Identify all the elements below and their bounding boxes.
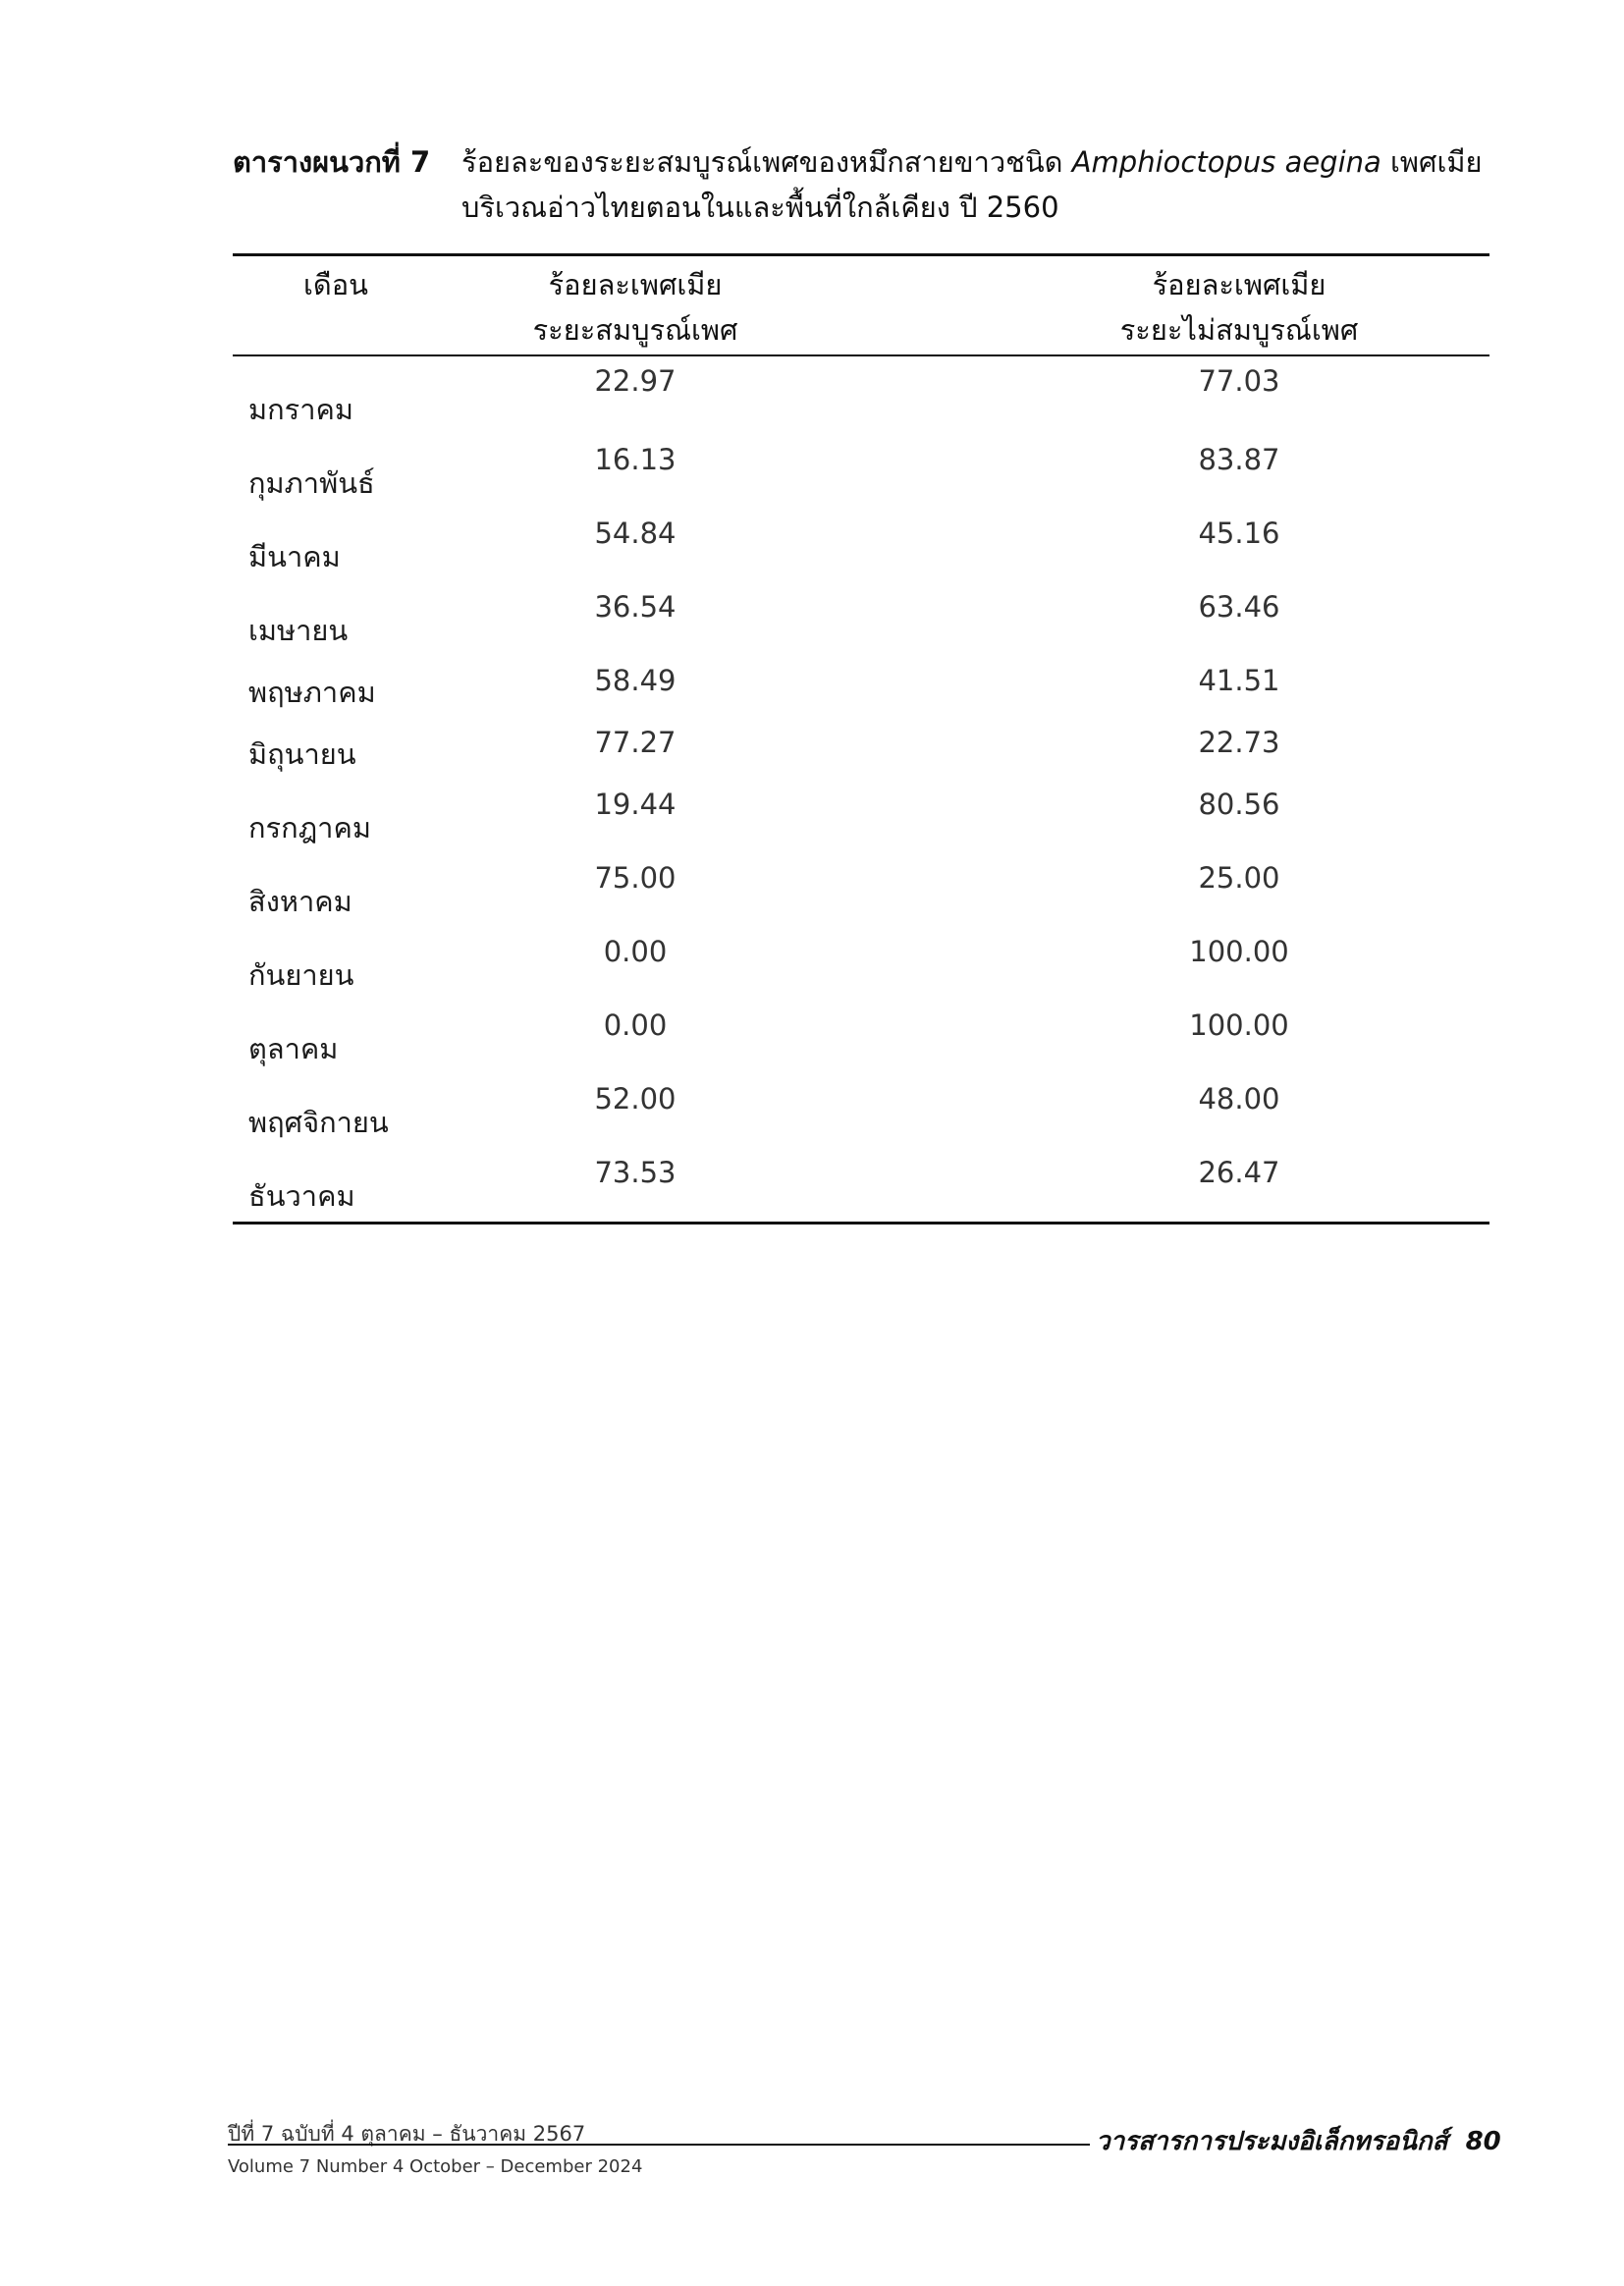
immature-cell: 80.56 (1198, 788, 1280, 821)
immature-cell: 83.87 (1198, 443, 1280, 476)
mature-cell: 19.44 (594, 788, 677, 821)
table-caption (233, 139, 1489, 230)
header-mature-percent: ร้อยละเพศเมีย ระยะสมบูรณ์เพศ (532, 268, 738, 347)
footer-issue-thai: ปีที่ 7 ฉบับที่ 4 ตุลาคม – ธันวาคม 2567 (228, 2122, 586, 2146)
immature-cell: 45.16 (1198, 517, 1280, 550)
journal-name: วารสารการประมงอิเล็กทรอนิกส์ (1096, 2127, 1448, 2156)
month-cell: กรกฎาคม (248, 811, 371, 844)
caption-text-before: ร้อยละของระยะสมบูรณ์เพศของหมึกสายขาวชนิด (461, 145, 1063, 179)
month-cell: พฤษภาคม (248, 676, 376, 709)
mature-cell: 77.27 (594, 726, 677, 759)
month-cell: มิถุนายน (248, 737, 356, 771)
table-caption-label: ตารางผนวกที่ 7 (233, 145, 431, 179)
table-row (233, 927, 1489, 1001)
mature-cell: 36.54 (594, 590, 677, 624)
mature-cell: 54.84 (594, 517, 677, 550)
footer-divider (228, 2144, 1090, 2146)
table-row (233, 853, 1489, 927)
month-cell: มกราคม (248, 393, 354, 426)
mature-cell: 52.00 (594, 1082, 677, 1116)
caption-text-after: เพศเมียบริเวณอ่าวไทยตอนในและพื้นที่ใกล้เคียง ปี 2560 (461, 145, 1483, 224)
mature-cell: 0.00 (603, 935, 668, 968)
immature-cell: 22.73 (1198, 726, 1280, 759)
header-immature-percent: ร้อยละเพศเมีย ระยะไม่สมบูรณ์เพศ (1119, 268, 1359, 347)
header-month: เดือน (303, 268, 368, 301)
footer-issue-english: Volume 7 Number 4 October – December 2024 (228, 2156, 643, 2177)
mature-cell: 16.13 (594, 443, 677, 476)
table-row (233, 1001, 1489, 1074)
mature-cell: 75.00 (594, 861, 677, 895)
table-row (233, 435, 1489, 509)
immature-cell: 100.00 (1189, 1008, 1289, 1042)
table-row (233, 509, 1489, 582)
page-number: 80 (1465, 2127, 1501, 2156)
table-row (233, 355, 1489, 435)
month-cell: กุมภาพันธ์ (248, 466, 375, 500)
mature-cell: 73.53 (439, 1148, 832, 1224)
table-row (233, 1148, 1489, 1224)
mature-cell: 22.97 (594, 364, 677, 398)
month-cell: พฤศจิกายน (248, 1106, 389, 1139)
mature-cell: 58.49 (594, 664, 677, 697)
table-row (233, 582, 1489, 656)
table-row (233, 718, 1489, 780)
table-caption-text (461, 139, 1489, 230)
month-cell: ตุลาคม (248, 1032, 339, 1065)
month-cell: เมษายน (248, 614, 349, 647)
month-cell: ธันวาคม (233, 1148, 439, 1224)
month-cell: กันยายน (248, 958, 354, 992)
table-header-row (233, 255, 1489, 356)
immature-cell: 63.46 (1198, 590, 1280, 624)
immature-cell: 41.51 (1198, 664, 1280, 697)
table-row (233, 780, 1489, 853)
immature-cell: 26.47 (832, 1148, 1489, 1224)
month-cell: สิงหาคม (248, 885, 352, 918)
immature-cell: 48.00 (1198, 1082, 1280, 1116)
maturity-table (233, 253, 1489, 1225)
immature-cell: 25.00 (1198, 861, 1280, 895)
table-row (233, 1074, 1489, 1148)
immature-cell: 77.03 (1198, 364, 1280, 398)
month-cell: มีนาคม (248, 540, 341, 573)
footer-journal-title (1096, 2121, 1501, 2161)
caption-species-name: Amphioctopus aegina (1071, 145, 1381, 179)
table-row (233, 656, 1489, 718)
mature-cell: 0.00 (603, 1008, 668, 1042)
immature-cell: 100.00 (1189, 935, 1289, 968)
